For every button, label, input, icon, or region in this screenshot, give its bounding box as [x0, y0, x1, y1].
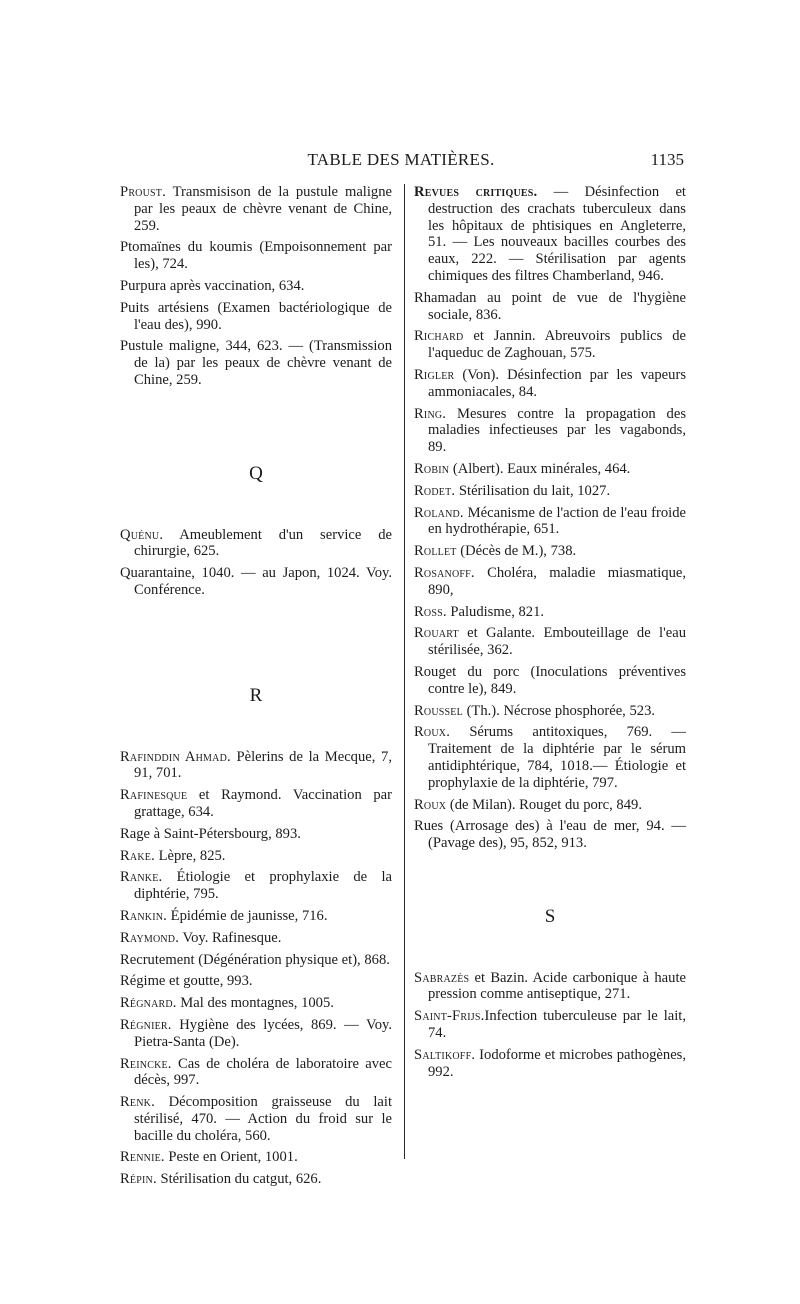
entry-heading: Rankin.	[120, 907, 167, 924]
entry-heading: Robin	[414, 460, 450, 477]
index-entry	[120, 239, 392, 273]
index-entry	[120, 973, 392, 990]
entry-text: (Von). Désinfection par les vapeurs ammoniacales, 84.	[428, 366, 686, 400]
index-entry	[414, 406, 686, 456]
index-entry	[120, 1149, 392, 1166]
left-column	[120, 184, 392, 1193]
entry-text: Peste en Orient, 1001.	[164, 1149, 298, 1166]
entry-heading: Ring.	[414, 405, 447, 422]
running-header	[118, 150, 684, 174]
index-entry	[414, 724, 686, 791]
index-entry	[414, 818, 686, 852]
entry-text: Paludisme, 821.	[446, 603, 545, 620]
entry-text: Rage à Saint-Pétersbourg, 893.	[120, 825, 301, 842]
entry-text: Infection tuberculeuse par le lait, 74.	[428, 1008, 686, 1042]
entry-text: et Jannin. Abreuvoirs publics de l'aqueduc de Zaghouan, 575.	[428, 328, 686, 362]
entry-text: Rues (Arrosage des) à l'eau de mer, 94. — (Pavage des), 95, 852, 913.	[414, 818, 686, 852]
index-entry	[120, 300, 392, 334]
entry-heading: Rouart	[414, 625, 459, 642]
entry-heading: Revues critiques.	[414, 184, 538, 200]
entry-heading: Proust.	[120, 184, 166, 200]
index-entry	[414, 1047, 686, 1081]
entry-text: Quarantaine, 1040. — au Japon, 1024. Voy. Conférence.	[120, 565, 392, 598]
column-divider	[404, 184, 405, 1159]
index-entry	[414, 565, 686, 599]
index-entry	[120, 826, 392, 843]
page-number: 1135	[650, 150, 684, 169]
index-entry	[414, 461, 686, 478]
index-entry	[120, 278, 392, 295]
entry-text: Puits artésiens (Examen bactériologique de l'eau des), 990.	[120, 299, 392, 333]
index-entry	[120, 952, 392, 969]
index-entry	[414, 367, 686, 401]
index-entry	[120, 338, 392, 388]
entry-heading: Renk.	[120, 1094, 155, 1111]
index-entry	[120, 527, 392, 561]
entry-heading: Raymond.	[120, 929, 180, 946]
index-entry	[414, 604, 686, 621]
entry-heading: Sabrazès	[414, 969, 470, 986]
entry-text: Voy. Rafinesque.	[179, 929, 282, 946]
entry-text: Rouget du porc (Inoculations préventives contre le), 849.	[414, 663, 686, 697]
index-entry	[414, 797, 686, 814]
left-block-p	[120, 184, 392, 389]
index-entry	[120, 869, 392, 903]
entry-text: Choléra, maladie miasmatique, 890,	[428, 564, 686, 598]
entry-heading: Roux.	[414, 724, 451, 741]
entry-text: Décomposition graisseuse du lait stérilisé, 470. — Action du froid sur le bacille du choléra, 560.	[134, 1094, 392, 1144]
entry-heading: Ranke.	[120, 869, 163, 886]
left-block-q	[120, 527, 392, 599]
entry-text: Purpura après vaccination, 634.	[120, 277, 305, 294]
section-letter-q: Q	[249, 462, 263, 484]
index-entry	[414, 543, 686, 560]
index-entry	[414, 664, 686, 698]
entry-text: et Raymond. Vaccination par grattage, 634.	[134, 787, 392, 820]
index-entry	[120, 848, 392, 865]
index-entry	[120, 565, 392, 599]
entry-text: Ameublement d'un service de chirurgie, 625.	[134, 526, 392, 560]
index-entry	[414, 483, 686, 500]
entry-text: et Galante. Embouteillage de l'eau stérilisée, 362.	[428, 625, 686, 659]
entry-heading: Ross.	[414, 603, 447, 620]
entry-text: — Désinfection et destruction des crachats tuberculeux dans les hôpitaux de phtisiques en Angleterre, 51. — Les nouveaux bacilles courbes des eaux, 222. — Stérilisation par agents chimiques des filtres Chamberland, 946.	[428, 184, 686, 284]
index-entry	[414, 328, 686, 362]
entry-text: Cas de choléra de laboratoire avec décès, 997.	[134, 1055, 392, 1089]
left-block-r	[120, 749, 392, 1189]
entry-text: Recrutement (Dégénération physique et), 868.	[120, 951, 390, 968]
entry-heading: Rollet	[414, 543, 457, 560]
index-entry	[120, 930, 392, 947]
entry-heading: Rennie.	[120, 1149, 165, 1166]
entry-text: Stérilisation du lait, 1027.	[455, 482, 611, 499]
page-title: TABLE DES MATIÈRES.	[307, 150, 495, 169]
entry-text: Régime et goutte, 993.	[120, 973, 253, 990]
entry-heading: Richard	[414, 328, 464, 345]
index-entry	[414, 184, 686, 285]
entry-heading: Répin.	[120, 1171, 157, 1188]
entry-heading: Rake.	[120, 847, 155, 864]
index-entry	[414, 625, 686, 659]
section-letter-r: R	[249, 684, 263, 706]
index-entry	[414, 970, 686, 1004]
entry-text: Rhamadan au point de vue de l'hygiène sociale, 836.	[414, 289, 686, 323]
entry-text: (Décès de M.), 738.	[456, 543, 577, 560]
entry-text: Mesures contre la propagation des maladies infectieuses par les vagabonds, 89.	[428, 405, 686, 456]
entry-heading: Roussel	[414, 702, 463, 719]
index-entry	[120, 787, 392, 821]
right-block-s	[414, 970, 686, 1081]
entry-text: Étiologie et prophylaxie de la diphtérie, 795.	[134, 869, 392, 903]
index-entry	[120, 1017, 392, 1051]
index-entry	[120, 1094, 392, 1144]
entry-heading: Rigler	[414, 366, 455, 383]
entry-heading: Rosanoff.	[414, 564, 475, 581]
entry-heading: Reincke.	[120, 1055, 172, 1072]
entry-text: Stérilisation du catgut, 626.	[156, 1171, 322, 1188]
section-letter-s: S	[544, 905, 556, 927]
entry-heading: Rodet.	[414, 482, 456, 499]
index-entry	[120, 749, 392, 783]
right-block-r	[414, 184, 686, 852]
entry-text: Mécanisme de l'action de l'eau froide en hydrothérapie, 651.	[428, 504, 686, 538]
entry-text: Mal des montagnes, 1005.	[176, 995, 334, 1012]
entry-heading: Rafinddin Ahmad.	[120, 748, 231, 765]
entry-text: Sérums antitoxiques, 769. — Traitement de la diphtérie par le sérum antidiphtérique, 784, 1018.— Étiologie et prophylaxie de la diphtérie, 797.	[428, 724, 686, 791]
index-entry	[120, 1171, 392, 1188]
entry-text: Ptomaïnes du koumis (Empoisonnement par les), 724.	[120, 239, 392, 273]
entry-text: Épidémie de jaunisse, 716.	[167, 907, 328, 924]
entry-text: Iodoforme et microbes pathogènes, 992.	[428, 1046, 686, 1080]
entry-heading: Saltikoff.	[414, 1046, 476, 1063]
entry-text: Hygiène des lycées, 869. — Voy. Pietra-Santa (De).	[134, 1016, 392, 1050]
entry-heading: Rafinesque	[120, 787, 188, 804]
entry-text: Pèlerins de la Mecque, 7, 91, 701.	[134, 748, 392, 782]
entry-heading: Roux	[414, 796, 447, 813]
entry-text: Lèpre, 825.	[154, 847, 226, 864]
entry-text: (Albert). Eaux minérales, 464.	[449, 460, 631, 477]
entry-heading: Quénu.	[120, 526, 164, 543]
entry-heading: Régnier.	[120, 1016, 172, 1033]
index-entry	[414, 290, 686, 324]
entry-text: Transmisison de la pustule maligne par les peaux de chèvre venant de Chine, 259.	[134, 184, 392, 234]
index-entry	[414, 505, 686, 539]
entry-heading: Saint-Frijs.	[414, 1008, 485, 1025]
index-entry	[120, 908, 392, 925]
index-entry	[120, 184, 392, 234]
entry-text: Pustule maligne, 344, 623. — (Transmission de la) par les peaux de chèvre venant de Chine, 259.	[120, 338, 392, 388]
index-entry	[120, 995, 392, 1012]
entry-heading: Régnard.	[120, 995, 177, 1012]
index-entry	[120, 1056, 392, 1090]
entry-heading: Roland.	[414, 504, 464, 521]
index-entry	[414, 703, 686, 720]
entry-text: et Bazin. Acide carbonique à haute pression comme antiseptique, 271.	[428, 969, 686, 1003]
entry-text: (de Milan). Rouget du porc, 849.	[446, 796, 642, 813]
entry-text: (Th.). Nécrose phosphorée, 523.	[462, 702, 656, 719]
index-entry	[414, 1008, 686, 1042]
right-column	[414, 184, 686, 1085]
